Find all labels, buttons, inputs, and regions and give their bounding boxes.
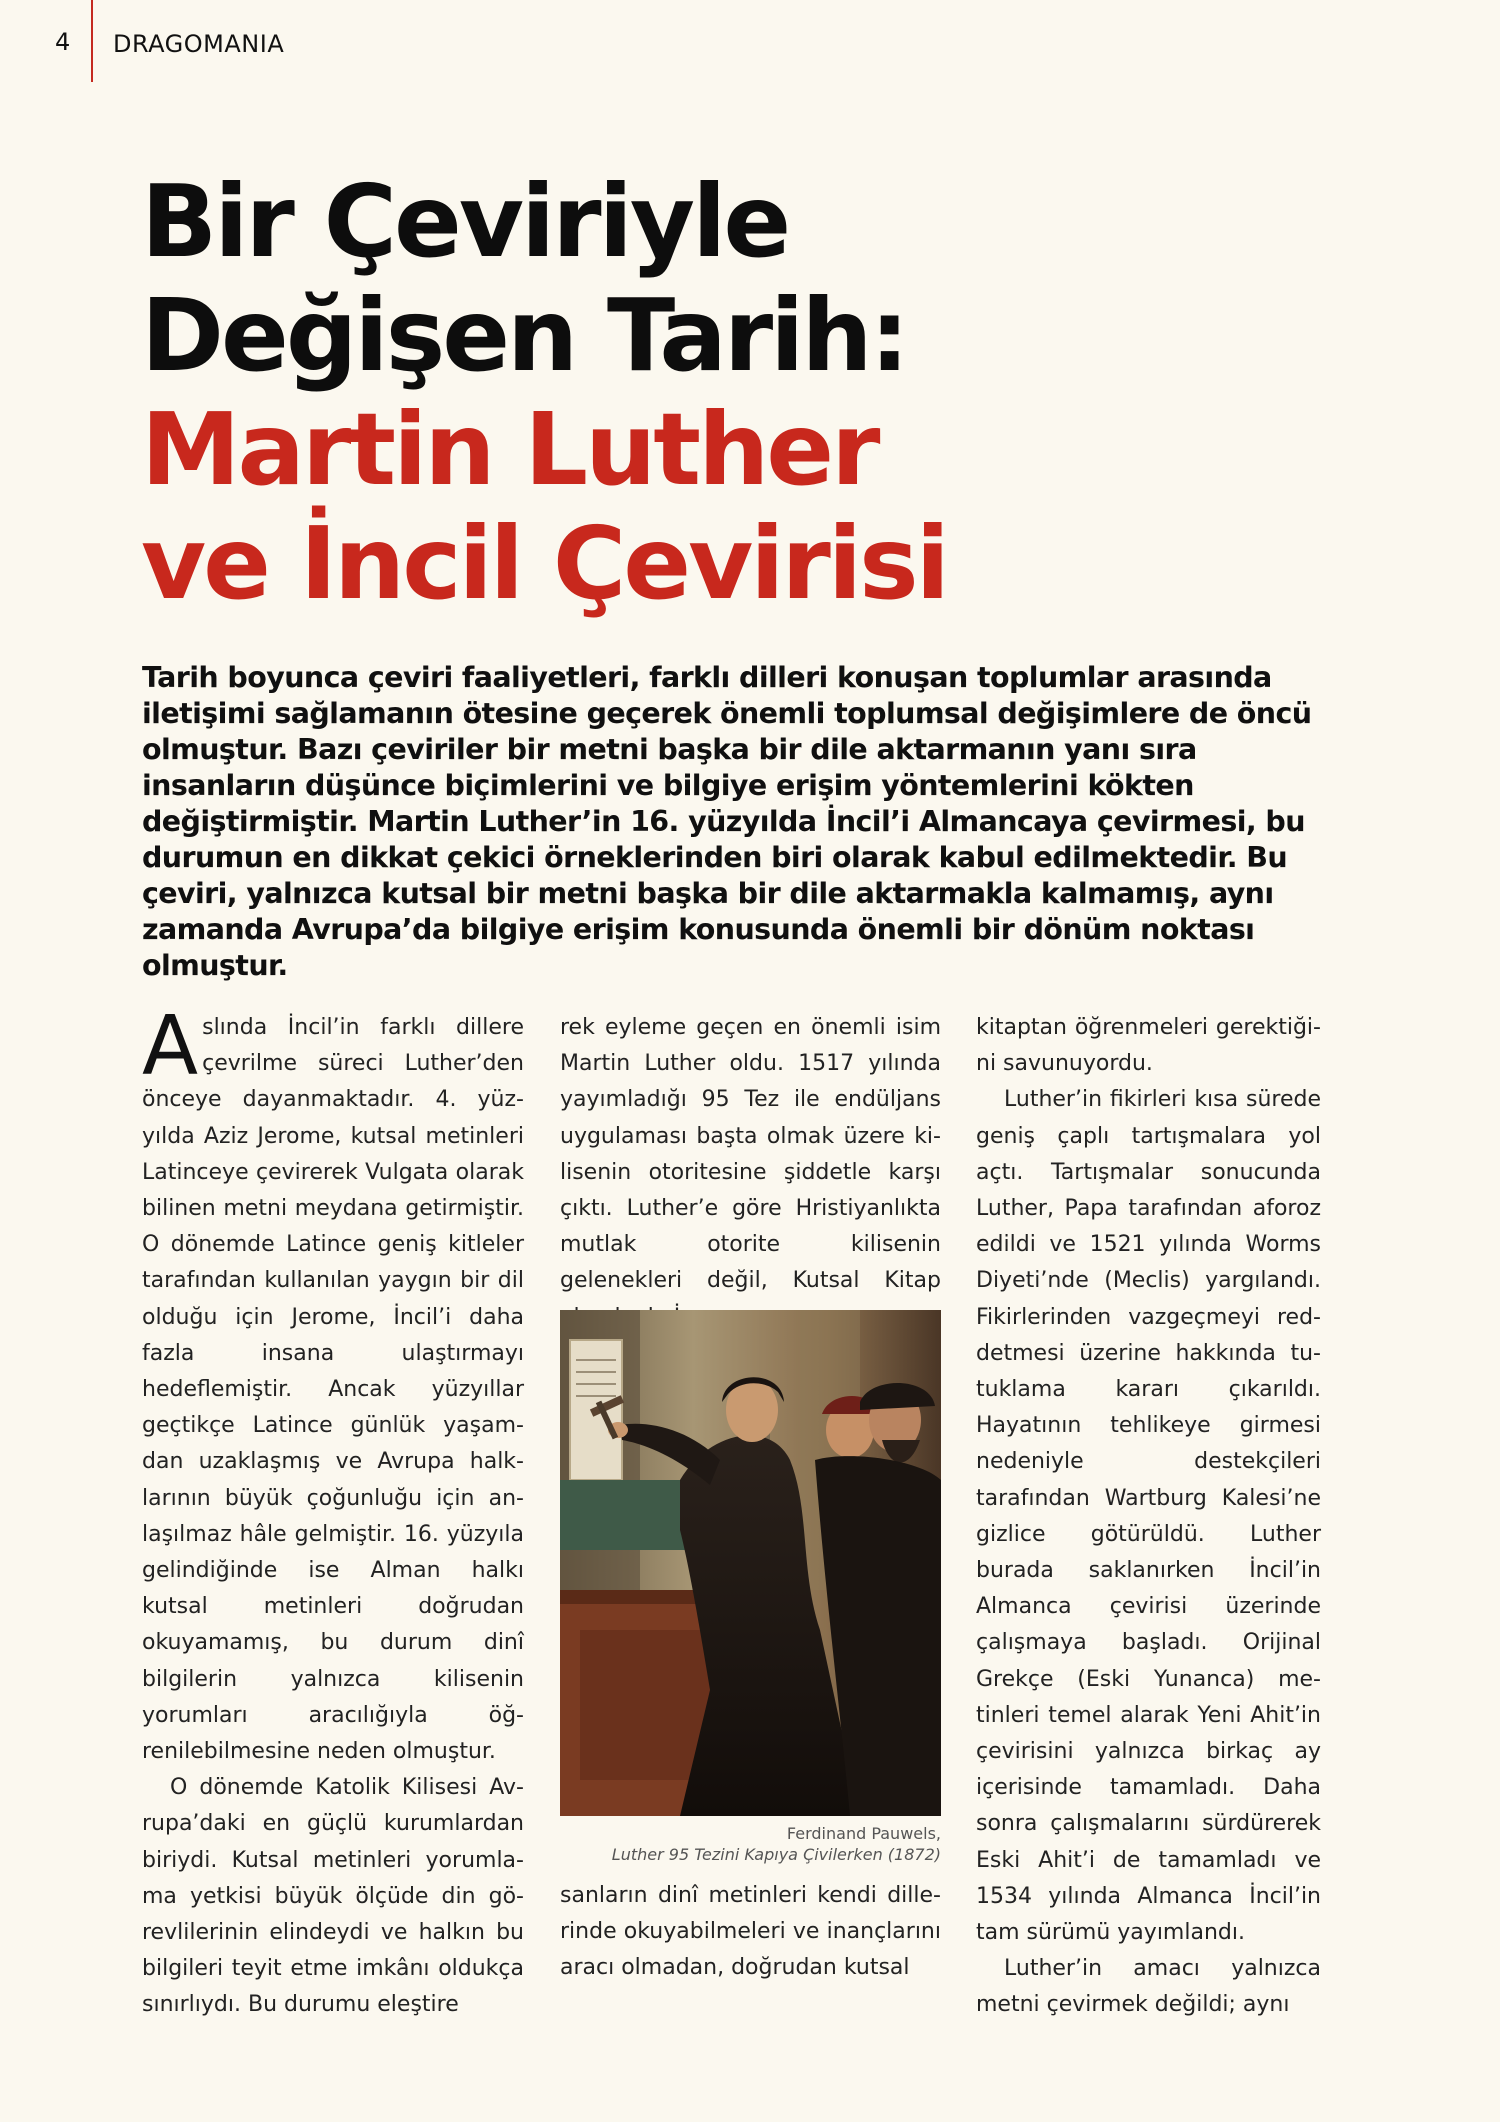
body-paragraph	[142, 999, 524, 1770]
body-column-2-top	[560, 1010, 941, 1336]
image-caption	[560, 1823, 941, 1865]
body-column-3	[976, 1010, 1321, 2024]
body-paragraph: kitaptan öğrenmeleri gerektiğini savunuyordu.	[976, 1015, 1321, 1077]
body-column-1	[142, 999, 524, 2024]
header-divider	[91, 0, 93, 82]
title-line-3: Martin Luther	[141, 391, 878, 508]
article-title	[141, 165, 1341, 621]
title-line-1: Bir Çeviriyle	[141, 163, 789, 280]
body-paragraph: Luther’in fikirleri kısa sürede geniş çaplı tartışmalara yol açtı. Tartışmalar sonucunda Luther, Papa tarafından aforoz edildi ve 1521 yılında Worms Diyeti’nde (Meclis) yargılandı. Fikirlerinden vazgeçmeyi reddetmesi üzerine hakkında tutuklama kararı çıkarıldı. Hayatının tehlikeye girmesi nedeniyle destekçileri tarafından Wartburg Kalesi’ne gizlice götürüldü. Luther burada saklanırken İncil’in Almanca çevirisi üzerinde çalışmaya başladı. Orijinal Grekçe (Eski Yunanca) metinleri temel alarak Yeni Ahit’in çevirisini yalnızca birkaç ay içerisinde tamamladı. Daha sonra çalışmalarını sürdürerek Eski Ahit’i de tamamladı ve 1534 yılında Almanca İncil’in tam sürümü yayımlandı.	[976, 1087, 1321, 1946]
magazine-name: DRAGOMANIA	[113, 30, 285, 58]
body-paragraph: O dönemde Katolik Kilisesi Avrupa’daki en güçlü kurumlardan biriydi. Kutsal metinleri yorumlama yetkisi büyük ölçüde din görevlilerinin elindeydi ve halkın bu bilgileri teyit etme imkânı oldukça sınırlıydı. Bu durumu eleştire	[142, 1775, 524, 2018]
body-text: slında İncil’in farklı dillere çevrilme süreci Luther’den önceye dayanmaktadır. 4. yüzyılda Aziz Jerome, kutsal metinleri Latinceye çevirerek Vulgata olarak bilinen metni meydana getirmiştir. O dönemde Latince geniş kitleler tarafından kullanılan yaygın bir dil olduğu için Jerome, İncil’i daha fazla insana ulaştırmayı hedeflemiştir. Ancak yüzyıllar geçtikçe Latince günlük yaşamdan uzaklaşmış ve Avrupa halklarının büyük çoğunluğu için anlaşılmaz hâle gelmiştir. 16. yüzyıla gelindiğinde ise Alman halkı kutsal metinleri doğrudan okuyamamış, bu durum dinî bilgilerin yalnızca kilisenin yorumları aracılığıyla öğrenilebilmesine neden olmuştur.	[142, 1015, 524, 1765]
drop-cap: A	[142, 999, 199, 1094]
caption-work-title: Luther 95 Tezini Kapıya Çivilerken (1872)	[611, 1845, 941, 1864]
title-line-2: Değişen Tarih:	[141, 277, 907, 394]
luther-nailing-theses-illustration	[560, 1310, 941, 1816]
page-number: 4	[55, 28, 71, 56]
title-line-4: ve İncil Çevirisi	[141, 505, 947, 622]
body-column-2-bottom	[560, 1878, 941, 1987]
body-paragraph: sanların dinî metinleri kendi dillerinde okuyabilmeleri ve inançlarını aracı olmadan, doğrudan kutsal	[560, 1883, 941, 1981]
caption-artist: Ferdinand Pauwels,	[786, 1824, 941, 1843]
lead-paragraph: Tarih boyunca çeviri faaliyetleri, farklı dilleri konuşan toplumlar arasında iletişimi sağlamanın ötesine geçerek önemli toplumsal değişimlere de öncü olmuştur. Bazı çeviriler bir metni başka bir dile aktarmanın yanı sıra insanların düşünce biçimlerini ve bilgiye erişim yöntemlerini kökten değiştirmiştir. Martin Luther’in 16. yüzyılda İncil’i Almancaya çevirmesi, bu durumun en dikkat çekici örneklerinden biri olarak kabul edilmektedir. Bu çeviri, yalnızca kutsal bir metni başka bir dile aktarmakla kalmamış, aynı zamanda Avrupa’da bilgiye erişim konusunda önemli bir dönüm noktası olmuştur.	[142, 661, 1312, 982]
painting-image	[560, 1310, 941, 1816]
body-paragraph: Luther’in amacı yalnızca metni çevirmek değildi; aynı	[976, 1956, 1321, 2018]
body-paragraph: rek eyleme geçen en önemli isim Martin Luther oldu. 1517 yılında yayımladığı 95 Tez ile endüljans uygulaması başta olmak üzere kilisenin otoritesine şiddetle karşı çıktı. Luther’e göre Hristiyanlıkta mutlak otorite kilisenin gelenekleri değil, Kutsal Kitap	[560, 1015, 941, 1294]
